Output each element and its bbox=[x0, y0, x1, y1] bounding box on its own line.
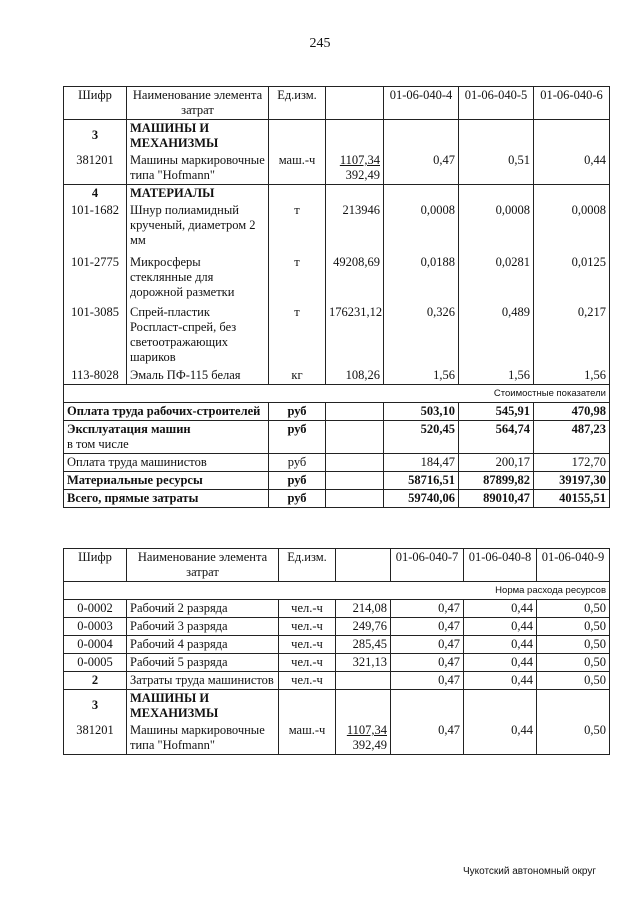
row-price: 108,26 bbox=[326, 366, 384, 385]
row-value-1: 0,0188 bbox=[384, 249, 459, 301]
row-price: 49208,69 bbox=[326, 249, 384, 301]
row-value-3: 0,50 bbox=[537, 672, 610, 690]
row-value-2: 0,44 bbox=[464, 722, 537, 755]
header-col-2: 01-06-040-5 bbox=[459, 87, 534, 120]
price-primary: 1107,34 bbox=[346, 723, 387, 737]
totals-name: Эксплуатация машин bbox=[67, 422, 191, 436]
totals-row bbox=[64, 472, 610, 490]
row-value-1: 0,326 bbox=[384, 301, 459, 366]
section-row bbox=[64, 185, 610, 203]
row-unit: т bbox=[269, 249, 326, 301]
section-title: МАШИНЫ И МЕХАНИЗМЫ bbox=[127, 120, 269, 153]
price-secondary: 392,49 bbox=[345, 168, 380, 182]
totals-value-1: 520,45 bbox=[384, 421, 459, 454]
row-name: Эмаль ПФ-115 белая bbox=[127, 366, 269, 385]
totals-value-3: 39197,30 bbox=[534, 472, 610, 490]
header-price bbox=[336, 549, 391, 582]
page-number: 245 bbox=[309, 36, 331, 51]
row-unit: т bbox=[269, 301, 326, 366]
section-row bbox=[64, 120, 610, 153]
section-row bbox=[64, 672, 610, 690]
row-name: Затраты труда машинистов bbox=[127, 672, 279, 690]
header-col-1: 01-06-040-4 bbox=[384, 87, 459, 120]
header-col-3: 01-06-040-9 bbox=[537, 549, 610, 582]
header-name: Наименование элемента затрат bbox=[127, 87, 269, 120]
row-name: Спрей-пластик Роспласт-спрей, без светоотражающих шариков bbox=[127, 301, 269, 366]
totals-value-3: 470,98 bbox=[534, 403, 610, 421]
totals-value-3: 40155,51 bbox=[534, 490, 610, 508]
row-unit: чел.-ч bbox=[279, 636, 336, 654]
row-code: 381201 bbox=[64, 722, 127, 755]
norm-label: Норма расхода ресурсов bbox=[64, 582, 610, 600]
totals-unit: руб bbox=[269, 472, 326, 490]
row-value-2: 0,0281 bbox=[459, 249, 534, 301]
totals-name: Всего, прямые затраты bbox=[64, 490, 269, 508]
header-price bbox=[326, 87, 384, 120]
header-col-3: 01-06-040-6 bbox=[534, 87, 610, 120]
norm-row bbox=[64, 582, 610, 600]
row-value-3: 0,50 bbox=[537, 722, 610, 755]
footer-region: Чукотский автономный округ bbox=[462, 866, 596, 877]
row-value-1: 0,47 bbox=[391, 722, 464, 755]
row-value-2: 0,44 bbox=[464, 672, 537, 690]
section-title: МАШИНЫ И МЕХАНИЗМЫ bbox=[127, 690, 279, 723]
totals-unit: руб bbox=[269, 454, 326, 472]
row-code: 101-3085 bbox=[64, 301, 127, 366]
totals-value-2: 87899,82 bbox=[459, 472, 534, 490]
header-col-2: 01-06-040-8 bbox=[464, 549, 537, 582]
row-value-3: 0,0125 bbox=[534, 249, 610, 301]
row-value-2: 0,44 bbox=[464, 618, 537, 636]
row-name: Рабочий 5 разряда bbox=[127, 654, 279, 672]
table-row bbox=[64, 366, 610, 385]
totals-value-1: 58716,51 bbox=[384, 472, 459, 490]
table-row bbox=[64, 249, 610, 301]
row-price: 214,08 bbox=[336, 600, 391, 618]
row-unit: чел.-ч bbox=[279, 654, 336, 672]
cost-indicators-row bbox=[64, 385, 610, 403]
row-code: 0-0005 bbox=[64, 654, 127, 672]
row-value-3: 0,50 bbox=[537, 600, 610, 618]
resource-table-1 bbox=[63, 86, 610, 508]
table-header-row bbox=[64, 87, 610, 120]
totals-value-2: 564,74 bbox=[459, 421, 534, 454]
table-row bbox=[64, 618, 610, 636]
row-code: 0-0003 bbox=[64, 618, 127, 636]
row-value-2: 0,489 bbox=[459, 301, 534, 366]
section-code: 3 bbox=[64, 120, 127, 153]
totals-value-2: 89010,47 bbox=[459, 490, 534, 508]
row-unit: чел.-ч bbox=[279, 600, 336, 618]
row-unit: т bbox=[269, 202, 326, 249]
row-value-2: 0,44 bbox=[464, 636, 537, 654]
row-value-2: 0,44 bbox=[464, 600, 537, 618]
row-unit: чел.-ч bbox=[279, 618, 336, 636]
row-value-2: 1,56 bbox=[459, 366, 534, 385]
row-price: 249,76 bbox=[336, 618, 391, 636]
section-code: 4 bbox=[64, 185, 127, 203]
totals-value-1: 503,10 bbox=[384, 403, 459, 421]
row-value-2: 0,0008 bbox=[459, 202, 534, 249]
row-value-1: 0,47 bbox=[391, 600, 464, 618]
row-value-1: 0,47 bbox=[391, 618, 464, 636]
totals-value-1: 59740,06 bbox=[384, 490, 459, 508]
row-price: 321,13 bbox=[336, 654, 391, 672]
row-value-3: 0,0008 bbox=[534, 202, 610, 249]
row-code: 101-2775 bbox=[64, 249, 127, 301]
totals-row bbox=[64, 490, 610, 508]
totals-row bbox=[64, 454, 610, 472]
row-value-2: 0,44 bbox=[464, 654, 537, 672]
totals-unit: руб bbox=[269, 490, 326, 508]
row-value-1: 0,47 bbox=[384, 152, 459, 185]
header-code: Шифр bbox=[64, 87, 127, 120]
row-price: 285,45 bbox=[336, 636, 391, 654]
section-title: МАТЕРИАЛЫ bbox=[127, 185, 269, 203]
table-row bbox=[64, 600, 610, 618]
section-code: 2 bbox=[64, 672, 127, 690]
totals-name: Оплата труда рабочих-строителей bbox=[64, 403, 269, 421]
row-value-3: 0,44 bbox=[534, 152, 610, 185]
row-name: Рабочий 4 разряда bbox=[127, 636, 279, 654]
totals-unit: руб bbox=[269, 403, 326, 421]
row-code: 0-0002 bbox=[64, 600, 127, 618]
header-code: Шифр bbox=[64, 549, 127, 582]
cost-indicators-label: Стоимостные показатели bbox=[64, 385, 610, 403]
totals-value-2: 545,91 bbox=[459, 403, 534, 421]
row-unit: кг bbox=[269, 366, 326, 385]
price-secondary: 392,49 bbox=[352, 738, 387, 752]
row-value-3: 0,50 bbox=[537, 636, 610, 654]
header-unit: Ед.изм. bbox=[269, 87, 326, 120]
totals-value-3: 487,23 bbox=[534, 421, 610, 454]
totals-row bbox=[64, 403, 610, 421]
totals-name: Материальные ресурсы bbox=[64, 472, 269, 490]
table-row bbox=[64, 202, 610, 249]
row-value-3: 0,50 bbox=[537, 654, 610, 672]
row-unit: маш.-ч bbox=[279, 722, 336, 755]
totals-value-3: 172,70 bbox=[534, 454, 610, 472]
row-code: 101-1682 bbox=[64, 202, 127, 249]
row-value-1: 0,0008 bbox=[384, 202, 459, 249]
row-code: 113-8028 bbox=[64, 366, 127, 385]
row-name: Микросферы стеклянные для дорожной разметки bbox=[127, 249, 269, 301]
price-primary: 1107,34 bbox=[339, 153, 380, 167]
totals-name-cell bbox=[64, 421, 269, 454]
section-code: 3 bbox=[64, 690, 127, 723]
resource-table-2 bbox=[63, 548, 610, 755]
table-row bbox=[64, 654, 610, 672]
row-code: 0-0004 bbox=[64, 636, 127, 654]
row-name: Шнур полиамидный крученый, диаметром 2 мм bbox=[127, 202, 269, 249]
row-price bbox=[326, 152, 384, 185]
row-value-3: 0,50 bbox=[537, 618, 610, 636]
section-row bbox=[64, 690, 610, 723]
totals-unit: руб bbox=[269, 421, 326, 454]
row-name: Рабочий 3 разряда bbox=[127, 618, 279, 636]
row-unit: чел.-ч bbox=[279, 672, 336, 690]
row-value-1: 0,47 bbox=[391, 654, 464, 672]
row-value-2: 0,51 bbox=[459, 152, 534, 185]
table-row bbox=[64, 301, 610, 366]
row-price: 176231,12 bbox=[326, 301, 384, 366]
totals-value-1: 184,47 bbox=[384, 454, 459, 472]
table-header-row bbox=[64, 549, 610, 582]
row-name: Рабочий 2 разряда bbox=[127, 600, 279, 618]
row-price bbox=[336, 722, 391, 755]
row-value-1: 0,47 bbox=[391, 672, 464, 690]
totals-name: Оплата труда машинистов bbox=[64, 454, 269, 472]
row-value-1: 1,56 bbox=[384, 366, 459, 385]
totals-row bbox=[64, 421, 610, 454]
header-col-1: 01-06-040-7 bbox=[391, 549, 464, 582]
table-row bbox=[64, 636, 610, 654]
table-row bbox=[64, 152, 610, 185]
totals-value-2: 200,17 bbox=[459, 454, 534, 472]
row-value-3: 0,217 bbox=[534, 301, 610, 366]
totals-subtitle: в том числе bbox=[67, 437, 129, 451]
row-name: Машины маркировочные типа "Hofmann" bbox=[127, 152, 269, 185]
header-unit: Ед.изм. bbox=[279, 549, 336, 582]
row-value-1: 0,47 bbox=[391, 636, 464, 654]
row-unit: маш.-ч bbox=[269, 152, 326, 185]
row-price: 213946 bbox=[326, 202, 384, 249]
row-code: 381201 bbox=[64, 152, 127, 185]
row-name: Машины маркировочные типа "Hofmann" bbox=[127, 722, 279, 755]
header-name: Наименование элемента затрат bbox=[127, 549, 279, 582]
table-row bbox=[64, 722, 610, 755]
row-value-3: 1,56 bbox=[534, 366, 610, 385]
